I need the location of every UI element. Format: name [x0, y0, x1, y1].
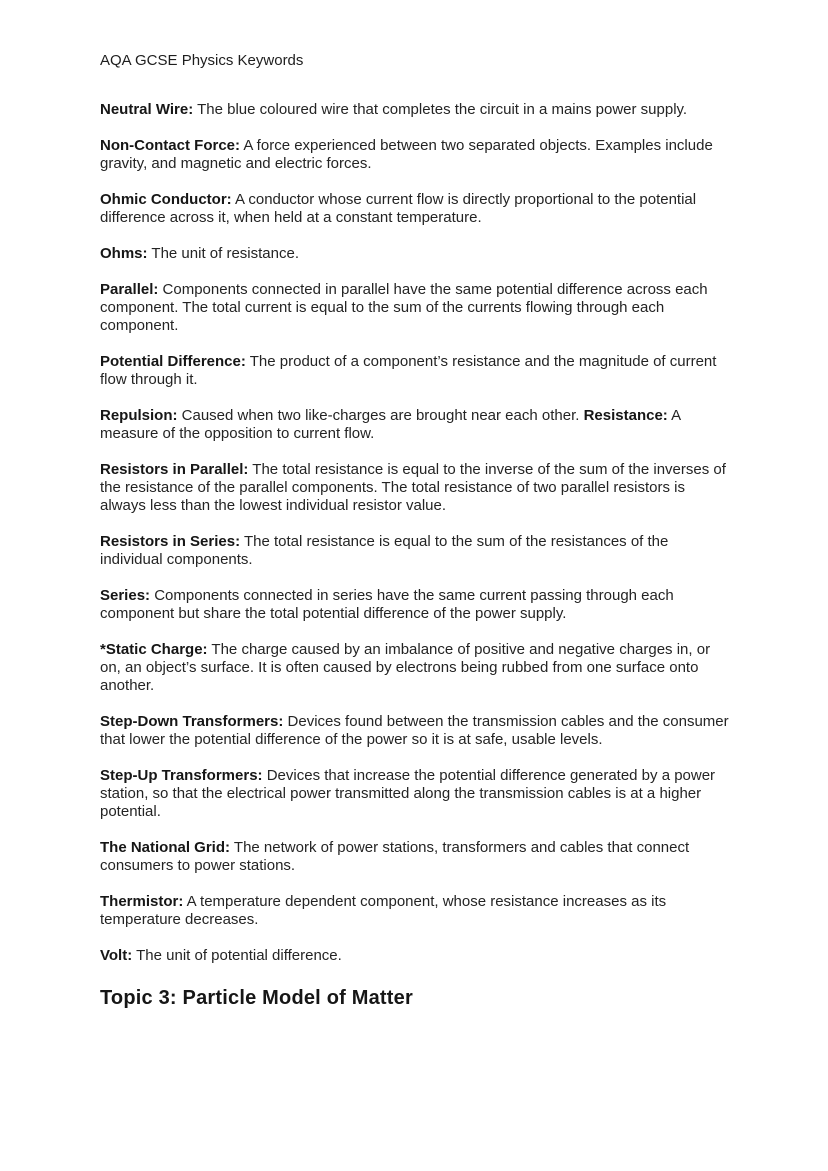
entry-term: Ohmic Conductor:	[100, 191, 232, 208]
section-heading: Topic 3: Particle Model of Matter	[100, 987, 413, 1009]
entry-term: Step-Down Transformers:	[100, 713, 284, 730]
entry-term: Resistance:	[583, 407, 668, 424]
glossary-entry	[100, 281, 730, 335]
entry-definition: Devices found between the transmission cables and the consumer that lower the potential difference of the power so it is at safe, usable levels.	[100, 713, 729, 748]
entry-definition: A conductor whose current flow is directly proportional to the potential difference across it, when held at a constant temperature.	[100, 191, 697, 226]
glossary-entry	[100, 713, 730, 749]
entry-term: Non-Contact Force:	[100, 137, 240, 154]
entry-definition: A force experienced between two separated objects. Examples include gravity, and magnetic and electric forces.	[100, 137, 713, 172]
entry-definition: A temperature dependent component, whose resistance increases as its temperature decreases.	[100, 893, 667, 928]
glossary-entry	[100, 893, 730, 929]
entry-term: Resistors in Series:	[100, 533, 241, 550]
glossary-entry	[100, 461, 730, 515]
entry-definition: A measure of the opposition to current flow.	[100, 407, 681, 442]
entry-term: Volt:	[100, 947, 133, 964]
entry-definition: Caused when two like-charges are brought near each other.	[177, 407, 584, 424]
entry-definition: The charge caused by an imbalance of positive and negative charges in, or on, an object’s surface. It is often caused by electrons being rubbed from one surface onto another.	[100, 641, 711, 694]
glossary-entry	[100, 839, 730, 875]
entry-definition: Components connected in parallel have the same potential difference across each component. The total current is equal to the sum of the currents flowing through each component.	[100, 281, 708, 334]
glossary-entry	[100, 641, 730, 695]
entry-definition: The total resistance is equal to the sum of the resistances of the individual components.	[100, 533, 669, 568]
entry-definition: The unit of potential difference.	[132, 947, 342, 964]
glossary-entries	[100, 101, 730, 965]
entry-definition: Components connected in series have the same current passing through each component but share the total potential difference of the power supply.	[100, 587, 674, 622]
entry-definition: The unit of resistance.	[147, 245, 299, 262]
glossary-entry	[100, 137, 730, 173]
glossary-entry	[100, 947, 730, 965]
entry-term: Step-Up Transformers:	[100, 767, 263, 784]
entry-term: Resistors in Parallel:	[100, 461, 249, 478]
glossary-entry	[100, 101, 730, 119]
entry-term: Ohms:	[100, 245, 148, 262]
entry-term: Repulsion:	[100, 407, 178, 424]
entry-term: *Static Charge:	[100, 641, 208, 658]
glossary-entry	[100, 767, 730, 821]
entry-term: Thermistor:	[100, 893, 184, 910]
glossary-entry	[100, 407, 730, 443]
entry-term: Neutral Wire:	[100, 101, 194, 118]
entry-definition: The total resistance is equal to the inverse of the sum of the inverses of the resistance of the parallel components. The total resistance of two parallel resistors is always less than the lowest individual resistor value.	[100, 461, 726, 514]
entry-definition: The blue coloured wire that completes the circuit in a mains power supply.	[193, 101, 688, 118]
glossary-entry	[100, 533, 730, 569]
entry-definition: The product of a component’s resistance and the magnitude of current flow through it.	[100, 353, 717, 388]
glossary-entry	[100, 587, 730, 623]
document-header: AQA GCSE Physics Keywords	[100, 52, 304, 69]
entry-term: Potential Difference:	[100, 353, 246, 370]
entry-definition: The network of power stations, transformers and cables that connect consumers to power stations.	[100, 839, 690, 874]
entry-term: Series:	[100, 587, 151, 604]
glossary-entry	[100, 191, 730, 227]
entry-definition: Devices that increase the potential difference generated by a power station, so that the electrical power transmitted along the transmission cables is at a higher potential.	[100, 767, 716, 820]
entry-term: The National Grid:	[100, 839, 231, 856]
entry-term: Parallel:	[100, 281, 159, 298]
glossary-entry	[100, 245, 730, 263]
glossary-entry	[100, 353, 730, 389]
